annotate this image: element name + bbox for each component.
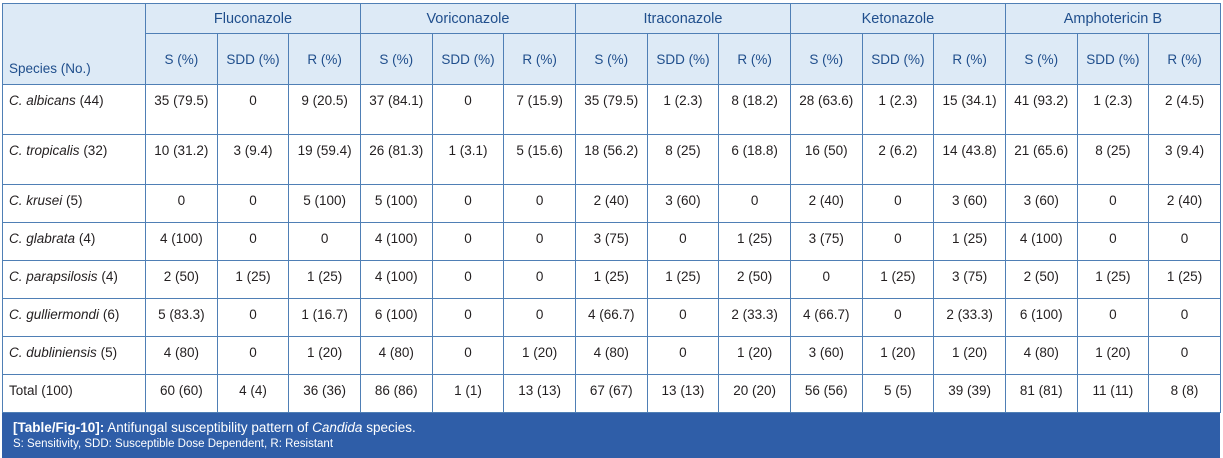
species-name <box>9 307 99 322</box>
table-cell: 0 <box>217 85 289 135</box>
table-cell: 86 (86) <box>360 375 432 413</box>
table-cell: 0 <box>146 185 218 223</box>
species-count: (5) <box>100 345 118 360</box>
table-cell: 39 (39) <box>934 375 1006 413</box>
species-genus: C. <box>9 269 23 284</box>
table-cell: 4 (66.7) <box>575 299 647 337</box>
sub-header-r-percent: R (%) <box>1149 34 1221 85</box>
table-cell: 1 (25) <box>719 223 791 261</box>
table-cell: 56 (56) <box>790 375 862 413</box>
table-cell: 35 (79.5) <box>575 85 647 135</box>
caption-text-after: species. <box>362 420 416 435</box>
table-cell: 67 (67) <box>575 375 647 413</box>
species-count: (32) <box>83 143 108 158</box>
table-cell: 1 (20) <box>719 337 791 375</box>
table-cell: 2 (40) <box>575 185 647 223</box>
species-name <box>9 269 98 284</box>
sub-header-sdd-percent: SDD (%) <box>1077 34 1149 85</box>
table-cell: 4 (80) <box>575 337 647 375</box>
table-cell: 1 (25) <box>647 261 719 299</box>
table-cell: 2 (33.3) <box>934 299 1006 337</box>
total-row <box>3 375 1221 413</box>
species-genus: C. <box>9 143 23 158</box>
table-cell: 3 (60) <box>790 337 862 375</box>
table-cell: 13 (13) <box>647 375 719 413</box>
table-cell: 0 <box>289 223 361 261</box>
species-cell <box>3 261 146 299</box>
sub-header-s-percent: S (%) <box>575 34 647 85</box>
table-cell: 1 (20) <box>862 337 934 375</box>
table-cell: 18 (56.2) <box>575 135 647 185</box>
table-cell: 3 (75) <box>934 261 1006 299</box>
table-cell: 0 <box>504 223 576 261</box>
sub-header-r-percent: R (%) <box>504 34 576 85</box>
table-cell: 19 (59.4) <box>289 135 361 185</box>
species-genus: C. <box>9 345 23 360</box>
table-cell: 1 (25) <box>862 261 934 299</box>
sub-header-r-percent: R (%) <box>289 34 361 85</box>
table-cell: 2 (50) <box>146 261 218 299</box>
species-name <box>9 231 75 246</box>
species-count: (4) <box>101 269 118 284</box>
table-cell: 4 (100) <box>360 261 432 299</box>
table-cell: 6 (100) <box>360 299 432 337</box>
species-count: (44) <box>79 93 104 108</box>
species-cell <box>3 85 146 135</box>
drug-header-itraconazole: Itraconazole <box>575 4 790 34</box>
table-cell: 3 (60) <box>1005 185 1077 223</box>
table-cell: 0 <box>432 185 504 223</box>
table-row <box>3 185 1221 223</box>
table-row <box>3 223 1221 261</box>
table-cell: 81 (81) <box>1005 375 1077 413</box>
table-cell: 2 (40) <box>1149 185 1221 223</box>
table-cell: 3 (75) <box>575 223 647 261</box>
table-cell: 20 (20) <box>719 375 791 413</box>
table-cell: 13 (13) <box>504 375 576 413</box>
table-cell: 5 (15.6) <box>504 135 576 185</box>
susceptibility-table <box>2 3 1221 413</box>
table-cell: 15 (34.1) <box>934 85 1006 135</box>
table-cell: 3 (9.4) <box>1149 135 1221 185</box>
table-cell: 10 (31.2) <box>146 135 218 185</box>
table-cell: 14 (43.8) <box>934 135 1006 185</box>
table-cell: 1 (25) <box>575 261 647 299</box>
table-cell: 0 <box>647 223 719 261</box>
table-cell: 60 (60) <box>146 375 218 413</box>
table-cell: 36 (36) <box>289 375 361 413</box>
caption-footnote: S: Sensitivity, SDD: Susceptible Dose Dependent, R: Resistant <box>13 438 334 450</box>
table-cell: 8 (25) <box>1077 135 1149 185</box>
species-cell <box>3 299 146 337</box>
sub-header-s-percent: S (%) <box>146 34 218 85</box>
sub-header-row <box>3 34 1221 85</box>
drug-header-voriconazole: Voriconazole <box>360 4 575 34</box>
species-column-header: Species (No.) <box>3 4 146 85</box>
species-cell <box>3 135 146 185</box>
species-count: (5) <box>66 193 83 208</box>
total-label: Total (100) <box>3 375 146 413</box>
table-cell: 0 <box>1077 223 1149 261</box>
table-cell: 0 <box>432 223 504 261</box>
table-cell: 1 (25) <box>1149 261 1221 299</box>
table-cell: 1 (2.3) <box>1077 85 1149 135</box>
species-cell <box>3 185 146 223</box>
table-cell: 1 (25) <box>934 223 1006 261</box>
table-cell: 3 (75) <box>790 223 862 261</box>
table-cell: 37 (84.1) <box>360 85 432 135</box>
species-name <box>9 345 97 360</box>
table-cell: 5 (100) <box>360 185 432 223</box>
table-row <box>3 261 1221 299</box>
table-cell: 41 (93.2) <box>1005 85 1077 135</box>
species-genus: C. <box>9 93 23 108</box>
table-cell: 21 (65.6) <box>1005 135 1077 185</box>
table-row <box>3 85 1221 135</box>
table-cell: 4 (100) <box>1005 223 1077 261</box>
table-row <box>3 337 1221 375</box>
species-epithet: dubliniensis <box>26 345 97 360</box>
species-epithet: glabrata <box>26 231 76 246</box>
table-figure <box>2 3 1220 458</box>
species-epithet: albicans <box>26 93 76 108</box>
table-cell: 4 (4) <box>217 375 289 413</box>
table-cell: 2 (50) <box>1005 261 1077 299</box>
table-cell: 0 <box>1077 299 1149 337</box>
table-cell: 0 <box>504 185 576 223</box>
table-cell: 0 <box>862 223 934 261</box>
sub-header-sdd-percent: SDD (%) <box>862 34 934 85</box>
table-cell: 7 (15.9) <box>504 85 576 135</box>
table-cell: 0 <box>647 337 719 375</box>
table-cell: 0 <box>719 185 791 223</box>
table-cell: 3 (9.4) <box>217 135 289 185</box>
table-cell: 1 (25) <box>289 261 361 299</box>
table-cell: 0 <box>1149 299 1221 337</box>
table-cell: 1 (20) <box>1077 337 1149 375</box>
table-cell: 1 (20) <box>289 337 361 375</box>
species-epithet: parapsilosis <box>26 269 98 284</box>
species-name <box>9 143 80 158</box>
caption-label: [Table/Fig-10]: <box>13 420 105 435</box>
drug-header-ketonazole: Ketonazole <box>790 4 1005 34</box>
table-cell: 8 (18.2) <box>719 85 791 135</box>
drug-header-amphotericin-b: Amphotericin B <box>1005 4 1220 34</box>
table-cell: 16 (50) <box>790 135 862 185</box>
table-cell: 0 <box>217 299 289 337</box>
table-cell: 1 (25) <box>217 261 289 299</box>
table-row <box>3 299 1221 337</box>
table-cell: 0 <box>432 261 504 299</box>
table-cell: 26 (81.3) <box>360 135 432 185</box>
table-cell: 4 (66.7) <box>790 299 862 337</box>
table-cell: 0 <box>432 85 504 135</box>
sub-header-sdd-percent: SDD (%) <box>217 34 289 85</box>
table-cell: 1 (2.3) <box>862 85 934 135</box>
table-cell: 6 (100) <box>1005 299 1077 337</box>
species-epithet: krusei <box>26 193 63 208</box>
table-cell: 11 (11) <box>1077 375 1149 413</box>
species-genus: C. <box>9 193 23 208</box>
table-cell: 3 (60) <box>647 185 719 223</box>
drug-header-fluconazole: Fluconazole <box>146 4 361 34</box>
table-cell: 1 (20) <box>934 337 1006 375</box>
table-cell: 2 (50) <box>719 261 791 299</box>
sub-header-r-percent: R (%) <box>719 34 791 85</box>
species-genus: C. <box>9 231 23 246</box>
sub-header-sdd-percent: SDD (%) <box>647 34 719 85</box>
table-cell: 1 (1) <box>432 375 504 413</box>
species-cell <box>3 223 146 261</box>
table-cell: 9 (20.5) <box>289 85 361 135</box>
table-cell: 0 <box>862 185 934 223</box>
sub-header-s-percent: S (%) <box>790 34 862 85</box>
table-cell: 0 <box>217 337 289 375</box>
table-cell: 0 <box>432 337 504 375</box>
table-cell: 1 (20) <box>504 337 576 375</box>
table-cell: 0 <box>1149 223 1221 261</box>
species-name <box>9 193 62 208</box>
table-cell: 0 <box>217 185 289 223</box>
caption-title <box>13 420 1209 435</box>
table-cell: 1 (2.3) <box>647 85 719 135</box>
table-cell: 8 (8) <box>1149 375 1221 413</box>
table-cell: 0 <box>504 261 576 299</box>
table-cell: 4 (100) <box>146 223 218 261</box>
caption-text-before: Antifungal susceptibility pattern of <box>104 420 313 435</box>
table-cell: 2 (4.5) <box>1149 85 1221 135</box>
table-cell: 2 (6.2) <box>862 135 934 185</box>
table-cell: 28 (63.6) <box>790 85 862 135</box>
drug-header-row <box>3 4 1221 34</box>
table-cell: 0 <box>1077 185 1149 223</box>
table-cell: 4 (80) <box>146 337 218 375</box>
table-row <box>3 135 1221 185</box>
table-cell: 0 <box>1149 337 1221 375</box>
species-genus: C. <box>9 307 23 322</box>
table-cell: 4 (80) <box>1005 337 1077 375</box>
table-cell: 6 (18.8) <box>719 135 791 185</box>
sub-header-sdd-percent: SDD (%) <box>432 34 504 85</box>
table-cell: 0 <box>217 223 289 261</box>
table-cell: 0 <box>504 299 576 337</box>
sub-header-s-percent: S (%) <box>360 34 432 85</box>
table-cell: 0 <box>432 299 504 337</box>
table-cell: 8 (25) <box>647 135 719 185</box>
table-cell: 5 (5) <box>862 375 934 413</box>
table-cell: 1 (25) <box>1077 261 1149 299</box>
table-cell: 2 (33.3) <box>719 299 791 337</box>
table-cell: 4 (100) <box>360 223 432 261</box>
table-cell: 35 (79.5) <box>146 85 218 135</box>
table-cell: 0 <box>862 299 934 337</box>
table-cell: 0 <box>790 261 862 299</box>
table-cell: 3 (60) <box>934 185 1006 223</box>
table-cell: 5 (100) <box>289 185 361 223</box>
species-name <box>9 93 76 108</box>
caption-italic: Candida <box>312 420 363 435</box>
species-epithet: gulliermondi <box>26 307 100 322</box>
species-epithet: tropicalis <box>26 143 80 158</box>
sub-header-s-percent: S (%) <box>1005 34 1077 85</box>
species-count: (4) <box>78 231 96 246</box>
sub-header-r-percent: R (%) <box>934 34 1006 85</box>
table-cell: 1 (16.7) <box>289 299 361 337</box>
table-cell: 5 (83.3) <box>146 299 218 337</box>
species-count: (6) <box>102 307 120 322</box>
table-cell: 2 (40) <box>790 185 862 223</box>
table-cell: 0 <box>647 299 719 337</box>
table-cell: 1 (3.1) <box>432 135 504 185</box>
table-caption <box>2 413 1220 458</box>
table-cell: 4 (80) <box>360 337 432 375</box>
species-cell <box>3 337 146 375</box>
